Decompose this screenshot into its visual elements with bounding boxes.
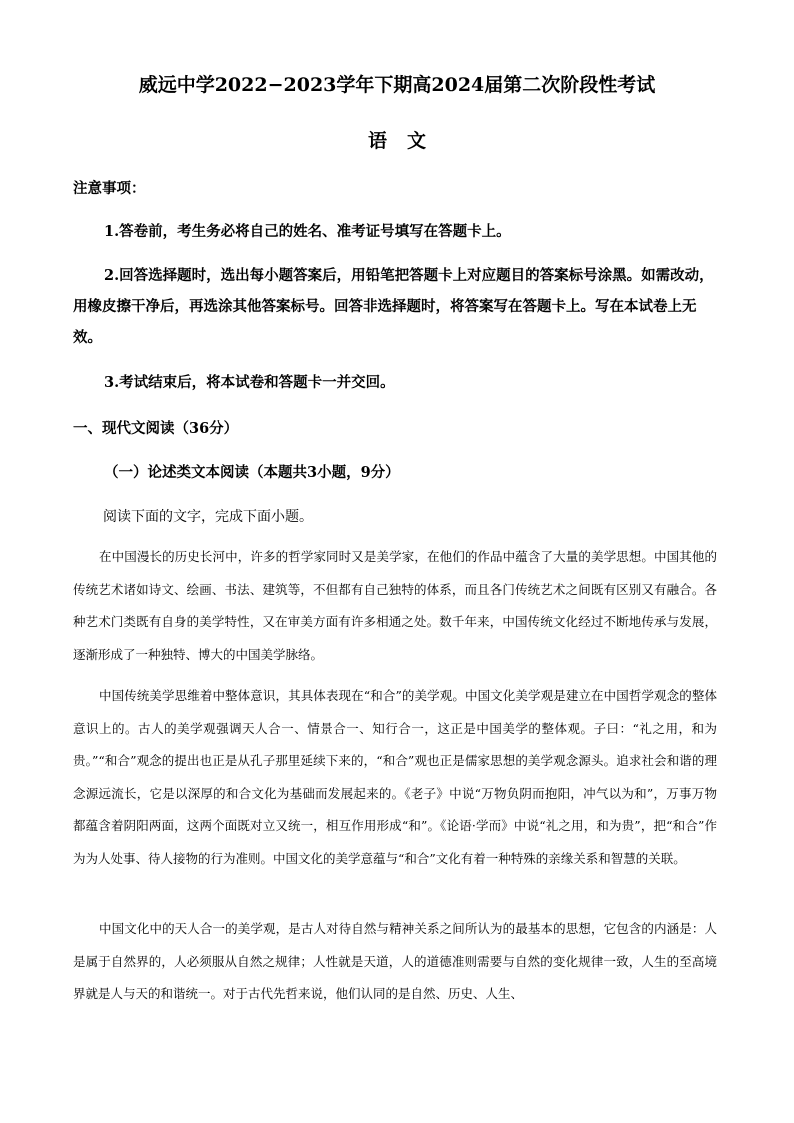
subsection-heading: （一）论述类文本阅读（本题共3小题，9分） (104, 464, 400, 481)
notice-item-1: 1.答卷前，考生务必将自己的姓名、准考证号填写在答题卡上。 (104, 223, 511, 240)
reading-instruction: 阅读下面的文字，完成下面小题。 (103, 509, 313, 525)
notice-item-3: 3.考试结束后，将本试卷和答题卡一并交回。 (104, 374, 395, 391)
notice-heading: 注意事项： (73, 180, 146, 197)
notice-item-2: 2.回答选择题时，选出每小题答案后，用铅笔把答题卡上对应题目的答案标号涂黑。如需改动，用橡皮擦干净后，再选涂其他答案标号。回答非选择题时，将答案写在答题卡上。写在本试卷上无效。 (73, 267, 714, 346)
passage-paragraph-2: 中国传统美学思维着中整体意识，其具体表现在“和合”的美学观。中国文化美学观是建立在中国哲学观念的整体意识上的。古人的美学观强调天人合一、情景合一、知行合一，这正是中国美学的整体观。子曰：“礼之用，和为贵。”“和合”观念的提出也正是从孔子那里延续下来的，“和合”观也正是儒家思想的美学观念源头。追求社会和谐的理念源远流长，它是以深厚的和合文化为基础而发展起来的。《老子》中说“万物负阴而抱阳，冲气以为和”，万事万物都蕴含着阴阳两面，这两个面既对立又统一，相互作用形成“和”。《论语·学而》中说“礼之用，和为贵”，把“和合”作为为人处事、待人接物的行为准则。中国文化的美学意蕴与“和合”文化有着一种特殊的亲缘关系和智慧的关联。 (73, 688, 717, 866)
exam-title: 威远中学2022−2023学年下期高2024届第二次阶段性考试 (138, 74, 656, 96)
exam-subject: 语文 (367, 130, 446, 152)
passage-paragraph-1: 在中国漫长的历史长河中，许多的哲学家同时又是美学家，在他们的作品中蕴含了大量的美学思想。中国其他的传统艺术诸如诗文、绘画、书法、建筑等，不但都有自己独特的体系，而且各门传统艺术之间既有区别又有融合。各种艺术门类既有自身的美学特性，又在审美方面有许多相通之处。数千年来，中国传统文化经过不断地传承与发展，逐渐形成了一种独特、博大的中国美学脉络。 (73, 549, 717, 662)
passage-paragraph-3: 中国文化中的天人合一的美学观，是古人对待自然与精神关系之间所认为的最基本的思想，它包含的内涵是：人是属于自然界的，人必须服从自然之规律；人性就是天道，人的道德准则需要与自然的变化规律一致，人生的至高境界就是人与天的和谐统一。对于古代先哲来说，他们认同的是自然、历史、人生、 (73, 921, 717, 1001)
section-heading: 一、现代文阅读（36分） (73, 420, 239, 437)
